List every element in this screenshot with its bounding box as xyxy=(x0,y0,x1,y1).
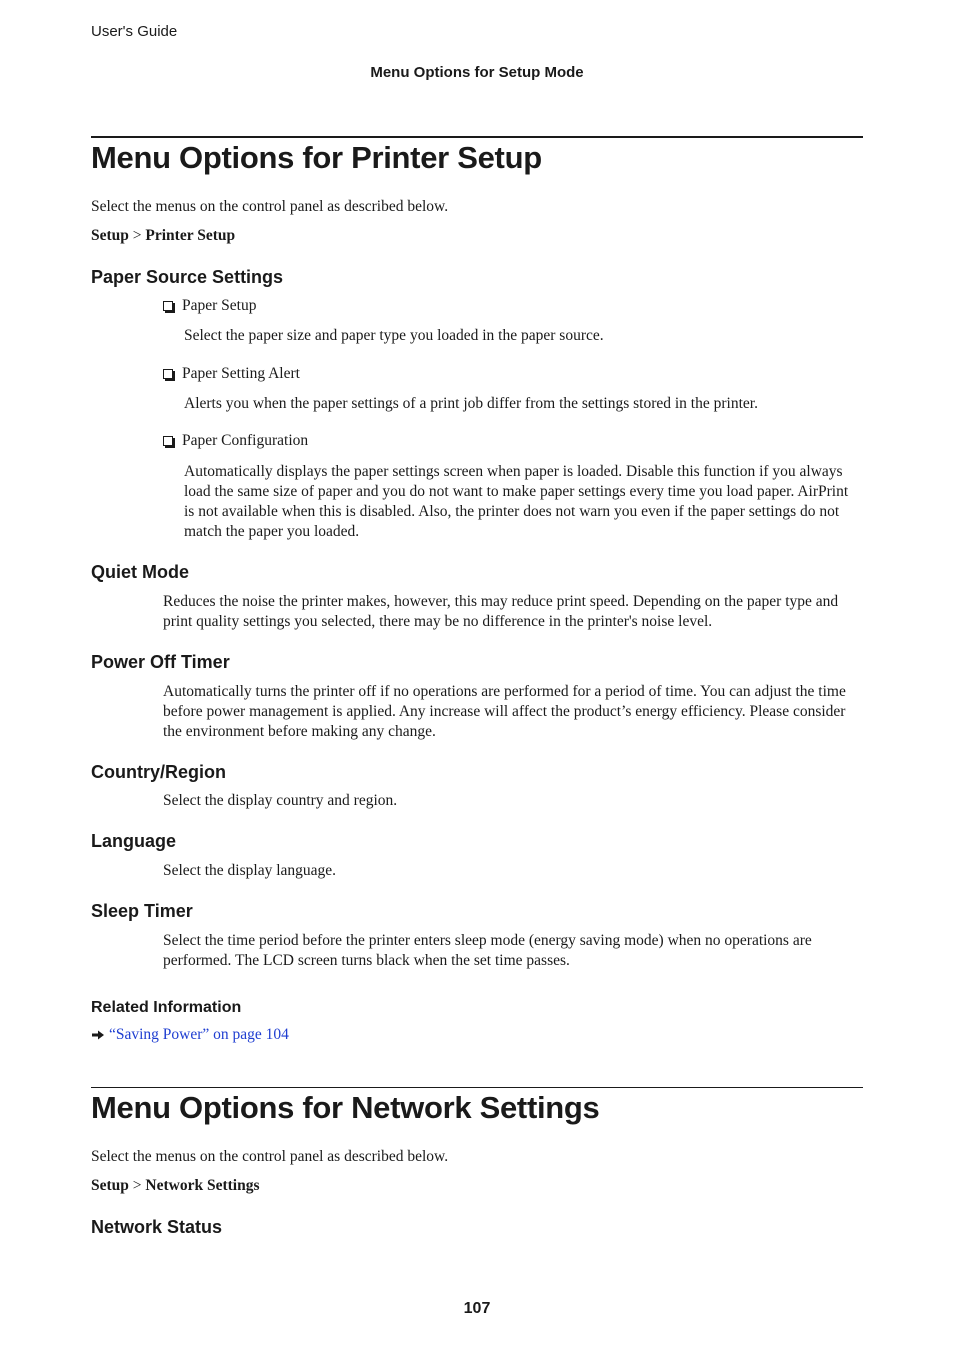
country-region-desc: Select the display country and region. xyxy=(163,792,398,809)
list-item xyxy=(163,297,256,315)
sleep-timer-heading: Sleep Timer xyxy=(91,901,193,921)
guide-title: User's Guide xyxy=(91,23,178,40)
sleep-timer-desc: Select the time period before the printer enters sleep mode (energy saving mode) when no operations are performed. The LCD screen turns black when the set time passes. xyxy=(163,932,812,969)
power-off-timer-heading: Power Off Timer xyxy=(91,652,230,672)
list-item-desc: Alerts you when the paper settings of a print job differ from the settings stored in the printer. xyxy=(184,395,758,412)
section-divider xyxy=(91,1087,863,1088)
network-settings-title: Menu Options for Network Settings xyxy=(91,1090,600,1125)
list-item-desc: Automatically displays the paper settings screen when paper is loaded. Disable this function if you always load the same size of paper and you do not want to make paper settings every time you load paper. AirPrint is not available when this is disabled. Also, the printer does not warn you even if the paper settings do not match the paper you loaded. xyxy=(184,463,849,540)
list-item-desc: Select the paper size and paper type you loaded in the paper source. xyxy=(184,327,604,344)
breadcrumb xyxy=(91,227,235,245)
breadcrumb xyxy=(91,1177,260,1195)
network-settings-intro: Select the menus on the control panel as described below. xyxy=(91,1148,449,1165)
breadcrumb-setup: Setup xyxy=(91,1177,129,1194)
quiet-mode-desc: Reduces the noise the printer makes, however, this may reduce print speed. Depending on the paper type and print quality settings you selected, there may be no difference in the printer's noise level. xyxy=(163,593,839,630)
related-information-heading: Related Information xyxy=(91,999,242,1016)
country-region-heading: Country/Region xyxy=(91,762,226,782)
breadcrumb-network-settings: Network Settings xyxy=(145,1177,260,1194)
list-item xyxy=(163,365,300,383)
running-section-title: Menu Options for Setup Mode xyxy=(370,64,584,81)
language-heading: Language xyxy=(91,831,177,851)
list-item-label: Paper Setup xyxy=(182,297,257,314)
printer-setup-title: Menu Options for Printer Setup xyxy=(91,140,542,175)
saving-power-link[interactable]: “Saving Power” on page 104 xyxy=(109,1026,289,1043)
checkbox-bullet-icon xyxy=(163,436,173,446)
breadcrumb-printer-setup: Printer Setup xyxy=(145,227,236,244)
quiet-mode-heading: Quiet Mode xyxy=(91,562,189,582)
printer-setup-intro: Select the menus on the control panel as described below. xyxy=(91,198,449,215)
list-item xyxy=(163,432,308,450)
page-number: 107 xyxy=(463,1300,491,1317)
list-item-label: Paper Configuration xyxy=(182,432,309,449)
checkbox-bullet-icon xyxy=(163,369,173,379)
network-status-heading: Network Status xyxy=(91,1217,223,1237)
checkbox-bullet-icon xyxy=(163,301,173,311)
breadcrumb-separator: > xyxy=(132,1177,142,1194)
breadcrumb-separator: > xyxy=(132,227,142,244)
related-link-row xyxy=(91,1026,289,1044)
arrow-right-icon xyxy=(91,1029,105,1041)
language-desc: Select the display language. xyxy=(163,862,337,879)
power-off-timer-desc: Automatically turns the printer off if no operations are performed for a period of time. You can adjust the time before power management is applied. Any increase will affect the product’s energy efficiency. Please consider the environment before making any change. xyxy=(163,683,846,740)
section-divider xyxy=(91,136,863,138)
list-item-label: Paper Setting Alert xyxy=(182,365,300,382)
paper-source-heading: Paper Source Settings xyxy=(91,267,284,287)
breadcrumb-setup: Setup xyxy=(91,227,129,244)
